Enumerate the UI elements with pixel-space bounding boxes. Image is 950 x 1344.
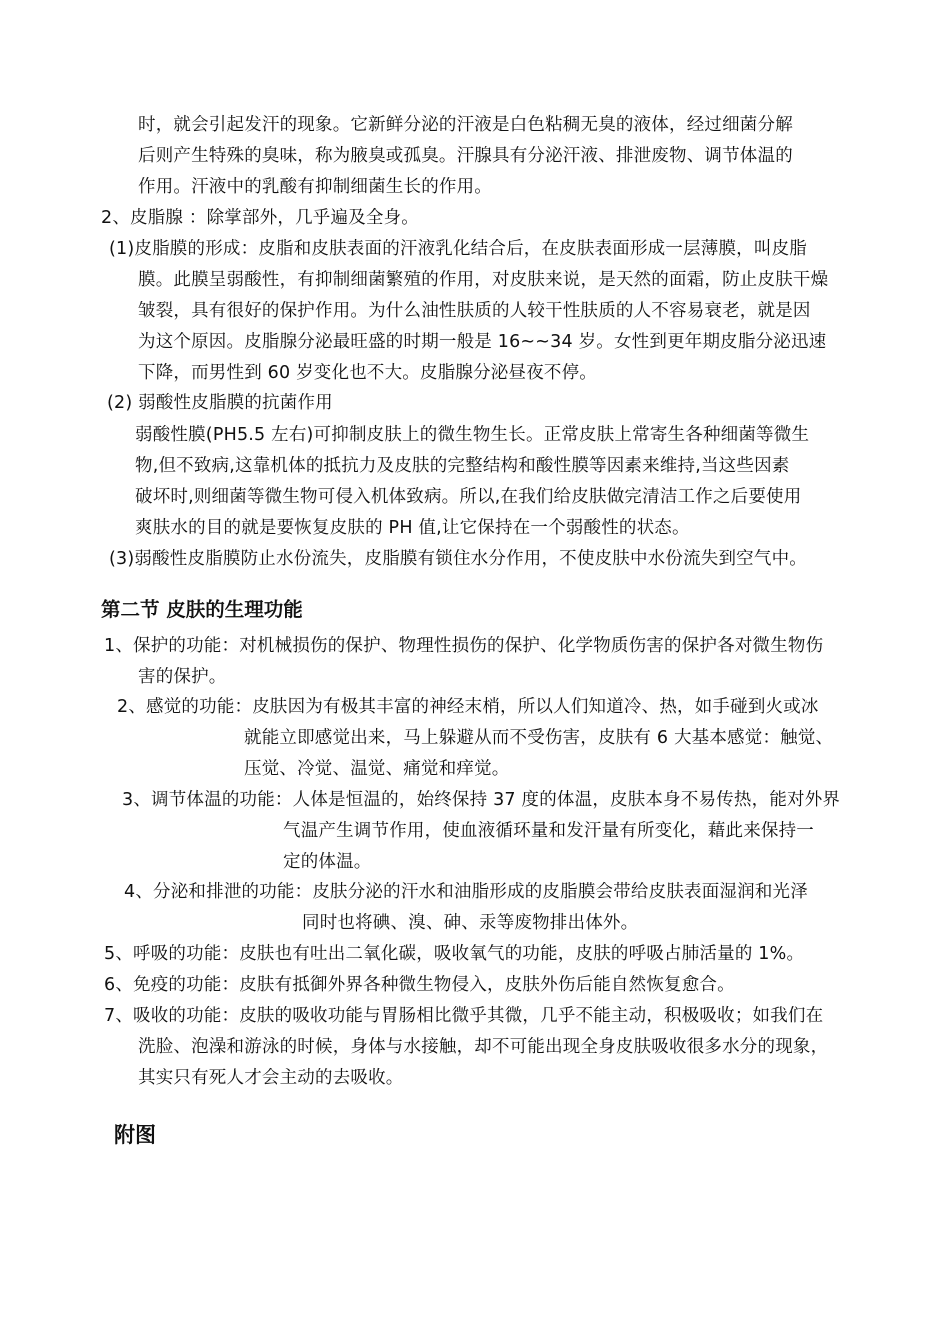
sebum-film-formation-line: 为这个原因。皮脂腺分泌最旺盛的时期一般是 16~~34 岁。女性到更年期皮脂分泌迅速 — [138, 332, 827, 352]
antibacterial-text-line: 爽肤水的目的就是要恢复皮肤的 PH 值,让它保持在一个弱酸性的状态。 — [135, 518, 690, 538]
protection-function-line: 1、保护的功能：对机械损伤的保护、物理性损伤的保护、化学物质伤害的保护各对微生物伤 — [104, 636, 824, 656]
sensation-function-line: 2、感觉的功能：皮肤因为有极其丰富的神经末梢，所以人们知道冷、热，如手碰到火或冰 — [117, 697, 819, 717]
immunity-function: 6、免疫的功能：皮肤有抵御外界各种微生物侵入，皮肤外伤后能自然恢复愈合。 — [104, 975, 735, 995]
sensation-function-line: 就能立即感觉出来，马上躲避从而不受伤害，皮肤有 6 大基本感觉：触觉、 — [244, 728, 834, 748]
sweat-text-line: 后则产生特殊的臭味，称为腋臭或孤臭。汗腺具有分泌汗液、排泄废物、调节体温的 — [138, 146, 793, 166]
protection-function-line: 害的保护。 — [138, 667, 227, 687]
absorption-function-line: 洗脸、泡澡和游泳的时候，身体与水接触，却不可能出现全身皮肤吸收很多水分的现象， — [138, 1037, 829, 1057]
sebum-film-formation-line: (1)皮脂膜的形成：皮脂和皮肤表面的汗液乳化结合后，在皮肤表面形成一层薄膜，叫皮脂 — [109, 239, 807, 259]
sebum-film-formation-line: 皱裂，具有很好的保护作用。为什么油性肤质的人较干性肤质的人不容易衰老，就是因 — [138, 301, 811, 321]
temperature-function-line: 3、调节体温的功能：人体是恒温的，始终保持 37 度的体温，皮肤本身不易传热，能对外界 — [122, 790, 841, 810]
absorption-function-line: 其实只有死人才会主动的去吸收。 — [138, 1068, 404, 1088]
antibacterial-text-line: 弱酸性膜(PH5.5 左右)可抑制皮肤上的微生物生长。正常皮肤上常寄生各种细菌等微生 — [135, 425, 810, 445]
sensation-function-line: 压觉、冷觉、温觉、痛觉和痒觉。 — [244, 759, 510, 779]
section-heading: 第二节 皮肤的生理功能 — [101, 598, 303, 621]
sebaceous-gland-title: 2、皮脂腺 ：除掌部外，几乎遍及全身。 — [101, 208, 419, 228]
sweat-text-line: 时，就会引起发汗的现象。它新鲜分泌的汗液是白色粘稠无臭的液体，经过细菌分解 — [138, 115, 793, 135]
secretion-function-line: 4、分泌和排泄的功能：皮肤分泌的汗水和油脂形成的皮脂膜会带给皮肤表面湿润和光泽 — [124, 882, 808, 902]
antibacterial-text-line: 物,但不致病,这靠机体的抵抗力及皮肤的完整结构和酸性膜等因素来维持,当这些因素 — [135, 456, 790, 476]
appendix-heading: 附图 — [114, 1123, 156, 1147]
moisture-lock-text: (3)弱酸性皮脂膜防止水份流失，皮脂膜有锁住水分作用，不使皮肤中水份流失到空气中。 — [109, 549, 807, 569]
respiration-function: 5、呼吸的功能：皮肤也有吐出二氧化碳，吸收氧气的功能，皮肤的呼吸占肺活量的 1%。 — [104, 944, 805, 964]
antibacterial-text-line: 破坏时,则细菌等微生物可侵入机体致病。所以,在我们给皮肤做完清洁工作之后要使用 — [135, 487, 802, 507]
sebum-film-formation-line: 膜。此膜呈弱酸性，有抑制细菌繁殖的作用，对皮肤来说，是天然的面霜，防止皮肤干燥 — [138, 270, 829, 290]
temperature-function-line: 定的体温。 — [283, 852, 372, 872]
sebum-film-formation-line: 下降，而男性到 60 岁变化也不大。皮脂腺分泌昼夜不停。 — [138, 363, 597, 383]
temperature-function-line: 气温产生调节作用，使血液循环量和发汗量有所变化，藉此来保持一 — [283, 821, 814, 841]
secretion-function-line: 同时也将碘、溴、砷、汞等废物排出体外。 — [302, 913, 639, 933]
antibacterial-title: (2) 弱酸性皮脂膜的抗菌作用 — [107, 393, 333, 413]
absorption-function-line: 7、吸收的功能：皮肤的吸收功能与胃肠相比微乎其微，几乎不能主动，积极吸收；如我们在 — [104, 1006, 824, 1026]
sweat-text-line: 作用。汗液中的乳酸有抑制细菌生长的作用。 — [138, 177, 492, 197]
